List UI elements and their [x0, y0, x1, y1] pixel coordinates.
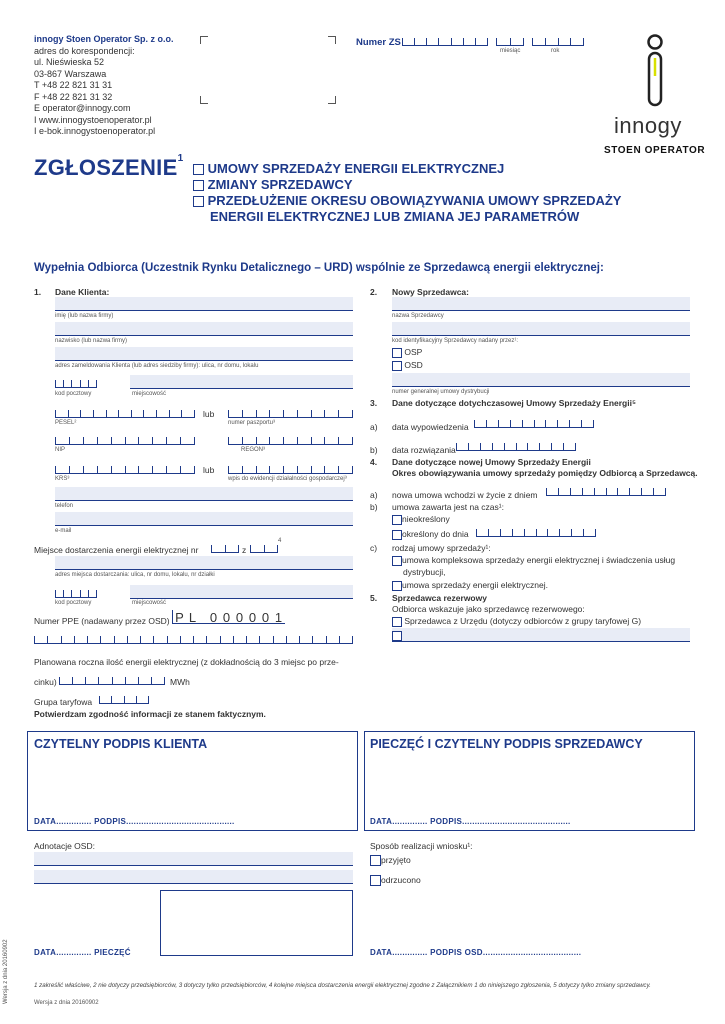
- address-field[interactable]: [55, 347, 353, 361]
- regon-field[interactable]: [228, 437, 353, 445]
- month-label: miesiąc: [500, 48, 521, 54]
- krs-field[interactable]: [55, 466, 195, 474]
- fixed-term-date-field[interactable]: [476, 529, 596, 537]
- ppe-char: 0: [235, 610, 244, 625]
- form-title: ZGŁOSZENIE$^1$: [34, 153, 184, 180]
- option-3-cont: ENERGII ELEKTRYCZNEJ LUB ZMIANA JEJ PARAMETRÓW: [210, 209, 580, 224]
- delivery-point-label: Miejsce dostarczenia energii elektrycznej nr: [34, 545, 199, 555]
- section-4-subtitle: Okres obowiązywania umowy sprzedaży pomiędzy Odbiorcą a Sprzedawcą.: [392, 468, 698, 478]
- company-address-block: [34, 34, 174, 138]
- email: E operator@innogy.com: [34, 103, 131, 113]
- nip-label: NIP: [55, 447, 66, 453]
- window-corner-br: [328, 96, 336, 104]
- client-signature-line: DATA.............. PODPIS...........................................: [34, 817, 235, 826]
- section-4-number: 4.: [370, 457, 378, 467]
- delivery-city-label: miejscowość: [132, 600, 167, 606]
- dissolution-date-field[interactable]: [456, 443, 576, 451]
- business-registry-label: wpis do ewidencji działalności gospodarczej³: [228, 476, 347, 482]
- or-label-1: lub: [203, 409, 215, 419]
- item-4b: b): [370, 502, 378, 512]
- window-corner-tl: [200, 36, 208, 44]
- option-2-checkbox[interactable]: [193, 180, 204, 191]
- ppe-char: 0: [222, 610, 231, 625]
- delivery-address-field[interactable]: [55, 556, 353, 570]
- section-5-number: 5.: [370, 593, 378, 603]
- numer-zs-field[interactable]: [402, 38, 488, 46]
- item-4c: c): [370, 543, 378, 553]
- osd-notes-field-1[interactable]: [34, 852, 353, 866]
- section-4-title: Dane dotyczące nowej Umowy Sprzedaży Energii: [392, 457, 591, 467]
- osp-checkbox[interactable]: [392, 348, 402, 358]
- termination-date-label: data wypowiedzenia: [392, 422, 469, 432]
- last-name-label: nazwisko (lub nazwa firmy): [55, 338, 128, 344]
- seller-signature-title: PIECZĘĆ I CZYTELNY PODPIS SPRZEDAWCY: [370, 737, 643, 751]
- other-reserve-seller-checkbox[interactable]: [392, 631, 402, 641]
- first-name-label: imię (lub nazwa firmy): [55, 313, 114, 319]
- version-label: Wersja z dnia 20160902: [34, 1000, 99, 1006]
- planned-energy-label-cont: cinku): [34, 677, 57, 687]
- default-seller-option[interactable]: Sprzedawca z Urzędu (dotyczy odbiorców z grupy taryfowej G): [392, 616, 641, 627]
- option-1-checkbox[interactable]: [193, 164, 204, 175]
- seller-code-field[interactable]: [392, 322, 690, 336]
- numer-zs-label: Numer ZS: [356, 37, 401, 48]
- section-1-number: 1.: [34, 287, 42, 297]
- accepted-option[interactable]: przyjęto: [370, 855, 411, 866]
- other-reserve-seller-option[interactable]: [392, 630, 402, 641]
- distribution-contract-field[interactable]: [392, 373, 690, 387]
- fixed-term-option[interactable]: określony do dnia: [392, 529, 469, 540]
- logo-brand: innogy: [614, 113, 682, 138]
- year-label: rok: [551, 48, 560, 54]
- city-label: miejscowość: [132, 391, 167, 397]
- or-label-2: lub: [203, 465, 215, 475]
- planned-energy-label: Planowana roczna ilość energii elektrycznej (z dokładnością do 3 miejsc po prze-: [34, 657, 339, 667]
- ebok-link[interactable]: I e-bok.innogystoenoperator.pl: [34, 126, 156, 136]
- osd-checkbox[interactable]: [392, 361, 402, 371]
- ppe-char: 1: [274, 610, 283, 625]
- osd-stamp-line: DATA.............. PIECZĘĆ: [34, 948, 131, 957]
- realization-label: Sposób realizacji wniosku¹:: [370, 841, 473, 851]
- nip-field[interactable]: [55, 437, 195, 445]
- option-1[interactable]: UMOWY SPRZEDAŻY ENERGII ELEKTRYCZNEJ: [193, 161, 504, 177]
- ppe-char: 0: [209, 610, 218, 625]
- option-3-checkbox[interactable]: [193, 196, 204, 207]
- indefinite-checkbox[interactable]: [392, 515, 402, 525]
- section-1-title: Dane Klienta:: [55, 287, 110, 297]
- stamp-box[interactable]: [160, 890, 353, 956]
- business-registry-field[interactable]: [228, 466, 353, 474]
- sales-only-option[interactable]: umowa sprzedaży energii elektrycznej.: [392, 580, 548, 591]
- ppe-field-continued[interactable]: [34, 636, 353, 644]
- contract-period-label: umowa zawarta jest na czas¹:: [392, 502, 504, 512]
- section-2-number: 2.: [370, 287, 378, 297]
- seller-code-label: kod identyfikacyjny Sprzedawcy nadany przez¹:: [392, 338, 519, 344]
- seller-signature-line: DATA.............. PODPIS...........................................: [370, 817, 571, 826]
- ppe-char: P: [175, 610, 184, 625]
- osd-option[interactable]: OSD: [392, 360, 423, 371]
- delivery-point-total[interactable]: [250, 545, 278, 553]
- pesel-label: PESEL²: [55, 420, 77, 426]
- tariff-group-label: Grupa taryfowa: [34, 697, 93, 707]
- fax: F +48 22 821 31 32: [34, 91, 113, 102]
- confirmation-text: Potwierdzam zgodność informacji ze stanem faktycznym.: [34, 709, 266, 719]
- section-2-title: Nowy Sprzedawca:: [392, 287, 469, 297]
- address-label: adres do korespondencji:: [34, 45, 135, 56]
- innogy-logo-mark: [640, 34, 670, 110]
- delivery-of-label: z: [242, 545, 247, 555]
- option-2[interactable]: ZMIANY SPRZEDAWCY: [193, 177, 353, 193]
- phone-field[interactable]: [55, 487, 353, 501]
- comprehensive-checkbox[interactable]: [392, 556, 402, 566]
- delivery-point-number[interactable]: [211, 545, 239, 553]
- email-label: e-mail: [55, 528, 72, 534]
- distribution-contract-label: numer generalnej umowy dystrybucji: [392, 389, 490, 395]
- other-reserve-seller-field[interactable]: [392, 628, 690, 642]
- item-a: a): [370, 422, 378, 432]
- address-label: adres zameldowania Klienta (lub adres siedziby firmy): ulica, nr domu, lokalu: [55, 363, 259, 369]
- osd-signature-line: DATA.............. PODPIS OSD.......................................: [370, 948, 582, 957]
- zs-month-field[interactable]: [496, 38, 524, 46]
- delivery-address-label: adres miejsca dostarczania: ulica, nr domu, lokalu, nr działki: [55, 572, 215, 578]
- passport-field[interactable]: [228, 410, 353, 418]
- pesel-field[interactable]: [55, 410, 195, 418]
- ppe-char: 0: [261, 610, 270, 625]
- street: ul. Nieświeska 52: [34, 57, 105, 67]
- window-corner-tr: [328, 36, 336, 44]
- regon-label: REGON³: [241, 447, 265, 453]
- footnote: 1 zakreślić właściwe, 2 nie dotyczy przedsiębiorców, 3 dotyczy tylko przedsiębiorców, 4 kolejne miejsca dostarczenia energii elektrycznej zgodne z Załącznikiem 1 do niniejszego zgłoszenia, 5 dotyczy tylko zmiany sprzedawcy.: [34, 982, 651, 989]
- first-name-field[interactable]: [55, 297, 353, 311]
- accepted-checkbox[interactable]: [370, 855, 381, 866]
- section-3-number: 3.: [370, 398, 378, 408]
- ppe-field[interactable]: [172, 610, 285, 624]
- seller-name-label: nazwa Sprzedawcy: [392, 313, 444, 319]
- default-seller-checkbox[interactable]: [392, 617, 402, 627]
- postal-code-field[interactable]: [55, 380, 97, 388]
- new-contract-date-field[interactable]: [546, 488, 666, 496]
- footnote-ref-4: 4: [278, 538, 282, 544]
- ppe-char: 0: [248, 610, 257, 625]
- planned-energy-field[interactable]: [59, 677, 165, 685]
- section-3-title: Dane dotyczące dotychczasowej Umowy Sprzedaży Energii⁵: [392, 398, 636, 408]
- rejected-option[interactable]: odrzucono: [370, 875, 421, 886]
- item-b: b): [370, 445, 378, 455]
- postal-code-label: kod pocztowy: [55, 391, 92, 397]
- sales-only-checkbox[interactable]: [392, 581, 402, 591]
- rejected-checkbox[interactable]: [370, 875, 381, 886]
- ppe-char: L: [188, 610, 197, 625]
- version-side-label: Wersja z dnia 20160902: [3, 939, 9, 1004]
- delivery-postal-code-label: kod pocztowy: [55, 600, 92, 606]
- contract-type-label: rodzaj umowy sprzedaży¹:: [392, 543, 491, 553]
- client-signature-title: CZYTELNY PODPIS KLIENTA: [34, 737, 208, 751]
- fixed-term-checkbox[interactable]: [392, 530, 402, 540]
- comprehensive-option[interactable]: umowa kompleksowa sprzedaży energii elektrycznej i świadczenia usług: [392, 555, 692, 566]
- osd-notes-label: Adnotacje OSD:: [34, 841, 95, 851]
- phone-label: telefon: [55, 503, 74, 509]
- osd-notes-field-2[interactable]: [34, 870, 353, 884]
- section-5-title: Sprzedawca rezerwowy: [392, 593, 487, 603]
- city-field[interactable]: [130, 375, 353, 389]
- delivery-postal-code-field[interactable]: [55, 590, 97, 598]
- ppe-label: Numer PPE (nadawany przez OSD): [34, 616, 170, 626]
- dissolution-date-label: data rozwiązania: [392, 445, 456, 455]
- tariff-group-field[interactable]: [99, 696, 149, 704]
- window-corner-bl: [200, 96, 208, 104]
- logo-sub: STOEN OPERATOR: [604, 145, 706, 156]
- zs-year-field[interactable]: [532, 38, 584, 46]
- email-field[interactable]: [55, 512, 353, 526]
- section-5-subtitle: Odbiorca wskazuje jako sprzedawcę rezerwowego:: [392, 604, 585, 614]
- company-name: innogy Stoen Operator Sp. z o.o.: [34, 34, 174, 44]
- mwh-unit: MWh: [170, 677, 190, 687]
- option-3[interactable]: PRZEDŁUŻENIE OKRESU OBOWIĄZYWANIA UMOWY SPRZEDAŻY: [193, 193, 621, 209]
- city: 03-867 Warszawa: [34, 68, 107, 79]
- new-contract-label: nowa umowa wchodzi w życie z dniem: [392, 490, 538, 500]
- comprehensive-option-cont: dystrybucji,: [403, 567, 446, 577]
- item-4a: a): [370, 490, 378, 500]
- website-link[interactable]: I www.innogystoenoperator.pl: [34, 114, 152, 125]
- last-name-field[interactable]: [55, 322, 353, 336]
- krs-label: KRS³: [55, 476, 70, 482]
- osp-option[interactable]: OSP: [392, 347, 422, 358]
- instruction: Wypełnia Odbiorca (Uczestnik Rynku Detalicznego – URD) wspólnie ze Sprzedawcą energii elektrycznej:: [34, 262, 604, 274]
- passport-label: numer paszportu³: [228, 420, 276, 426]
- phone: T +48 22 821 31 31: [34, 80, 113, 90]
- indefinite-option[interactable]: nieokreślony: [392, 514, 450, 525]
- delivery-city-field[interactable]: [130, 585, 353, 599]
- seller-name-field[interactable]: [392, 297, 690, 311]
- termination-date-field[interactable]: [474, 420, 594, 428]
